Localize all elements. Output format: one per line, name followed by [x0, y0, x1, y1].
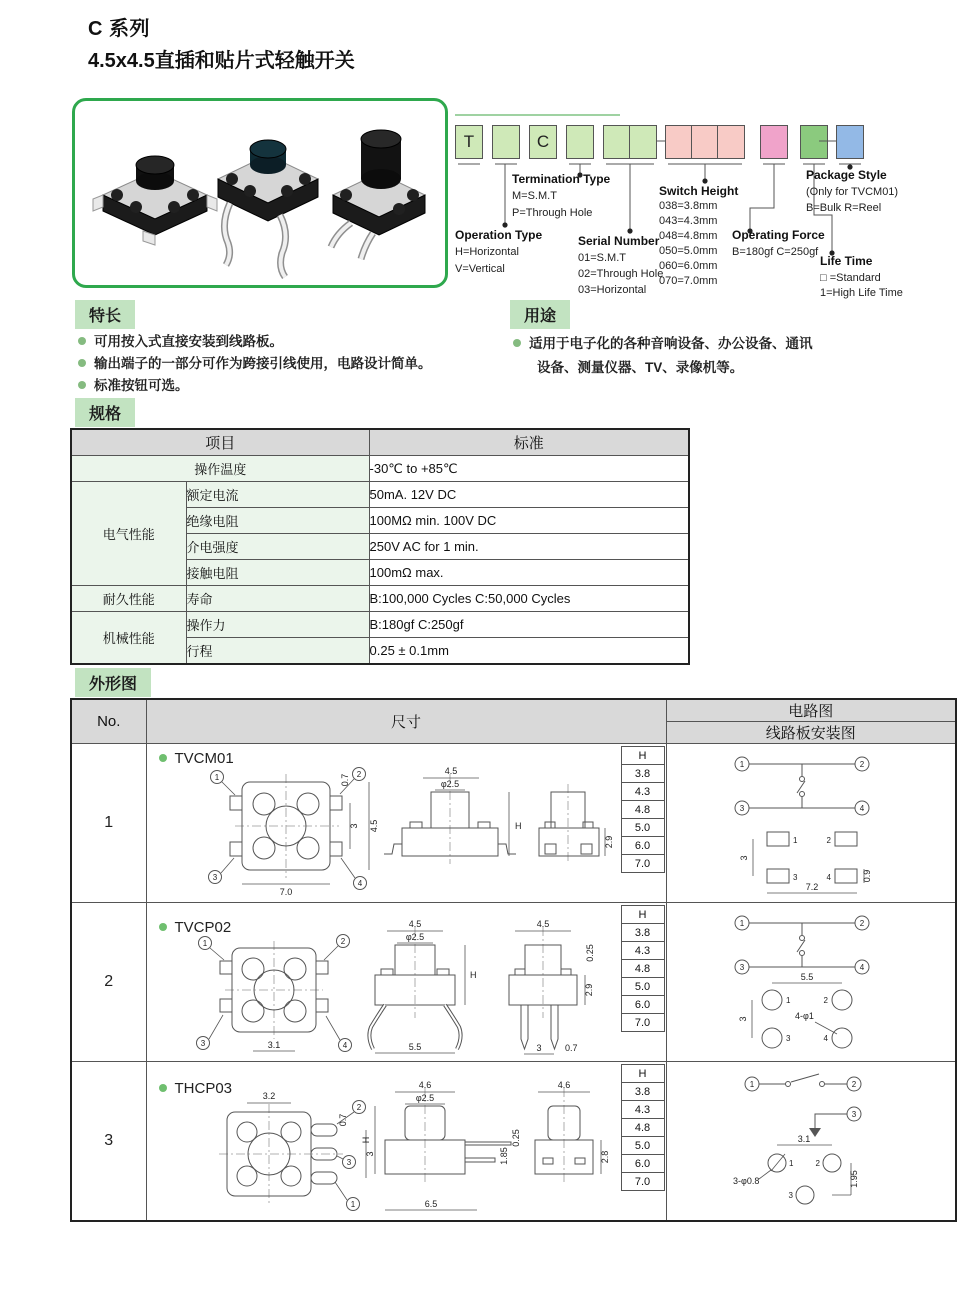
features-header: 特长: [75, 300, 135, 329]
svg-text:3: 3: [792, 873, 797, 882]
bullet-icon: [159, 1084, 167, 1092]
svg-text:φ2.5: φ2.5: [405, 932, 424, 942]
svg-text:3: 3: [738, 855, 749, 861]
outline-circuit-cell-2: [666, 903, 956, 1062]
outline-circuit-cell-1: [666, 744, 956, 903]
svg-text:2: 2: [859, 760, 864, 769]
svg-text:2: 2: [356, 1103, 361, 1112]
part-name: TVCM01: [159, 750, 234, 767]
svg-text:2.8: 2.8: [599, 1150, 610, 1164]
switch-height-line: 048=4.8mm: [659, 230, 718, 242]
svg-text:3: 3: [785, 1034, 790, 1043]
svg-text:1: 1: [202, 939, 207, 948]
spec-value: -30℃ to +85℃: [369, 456, 689, 482]
tvcm01-circuit: [667, 744, 955, 899]
switch-height-line: 050=5.0mm: [659, 245, 718, 257]
svg-text:1.85: 1.85: [498, 1147, 509, 1165]
serial-number-title: Serial Number: [578, 234, 660, 248]
outline-circuit-cell-3: [666, 1062, 956, 1222]
svg-text:0.25: 0.25: [584, 944, 595, 962]
svg-text:4: 4: [826, 873, 831, 882]
bullet-icon: [78, 381, 86, 389]
page-title: C 系列: [88, 18, 150, 40]
product-photo-frame: [72, 98, 448, 288]
specs-header: 规格: [75, 398, 135, 427]
spec-col-standard: 标准: [369, 429, 689, 456]
application-item: 适用于电子化的各种音响设备、办公设备、通讯: [513, 332, 813, 352]
outline-dim-cell-2: [146, 903, 666, 1062]
outline-col-dim: 尺寸: [146, 699, 666, 744]
svg-text:3: 3: [737, 1016, 748, 1022]
switch-height-line: 070=7.0mm: [659, 275, 718, 287]
outline-col-pcb: 线路板安装图: [666, 722, 956, 744]
spec-group: 耐久性能: [71, 586, 186, 612]
svg-text:3: 3: [348, 823, 359, 829]
svg-text:H: H: [469, 970, 476, 980]
tvcm01-drawing: [147, 744, 617, 899]
svg-text:4: 4: [357, 879, 362, 888]
svg-text:5.5: 5.5: [800, 972, 813, 982]
spec-item: 操作力: [186, 612, 369, 638]
outline-col-circuit: 电路图: [666, 699, 956, 722]
svg-text:2.9: 2.9: [603, 835, 614, 849]
page-subtitle: 4.5x4.5直插和贴片式轻触开关: [88, 50, 355, 72]
svg-text:1: 1: [749, 1080, 754, 1089]
code-box-3: C: [529, 125, 557, 159]
bullet-icon: [513, 339, 521, 347]
svg-text:2: 2: [815, 1159, 820, 1168]
svg-text:0.7: 0.7: [564, 1043, 578, 1053]
applications-header: 用途: [510, 300, 570, 329]
outline-header: 外形图: [75, 668, 151, 697]
spec-col-item: 项目: [71, 429, 369, 456]
svg-text:1: 1: [792, 836, 797, 845]
operation-type-title: Operation Type: [455, 228, 543, 242]
svg-text:3: 3: [200, 1039, 205, 1048]
application-item: 设备、测量仪器、TV、录像机等。: [537, 360, 744, 375]
feature-item: 标准按钮可选。: [78, 374, 189, 394]
svg-text:7.2: 7.2: [805, 882, 818, 892]
svg-text:1: 1: [788, 1159, 793, 1168]
life-time-line: □ =Standard: [820, 272, 881, 284]
spec-item: 介电强度: [186, 534, 369, 560]
bullet-icon: [78, 337, 86, 345]
spec-value: 100mΩ max.: [369, 560, 689, 586]
height-table: H 3.8 4.3 4.8 5.0 6.0 7.0: [621, 746, 665, 873]
thcp03-circuit: [667, 1062, 955, 1217]
spec-group: 机械性能: [71, 612, 186, 665]
svg-text:1: 1: [739, 919, 744, 928]
life-time-line: 1=High Life Time: [820, 287, 903, 299]
svg-text:4: 4: [823, 1034, 828, 1043]
bullet-icon: [159, 923, 167, 931]
spec-value: 50mA. 12V DC: [369, 482, 689, 508]
termination-type-line: P=Through Hole: [512, 207, 593, 219]
switch-height-line: 060=6.0mm: [659, 260, 718, 272]
svg-text:3: 3: [739, 804, 744, 813]
svg-text:4.6: 4.6: [557, 1080, 570, 1090]
svg-text:2: 2: [851, 1080, 856, 1089]
svg-text:3: 3: [364, 1151, 375, 1157]
spec-item: 接触电阻: [186, 560, 369, 586]
package-style-title: Package Style: [806, 168, 887, 182]
svg-text:4.5: 4.5: [444, 766, 457, 776]
svg-text:1: 1: [214, 773, 219, 782]
svg-text:0.7: 0.7: [339, 773, 350, 787]
spec-value: 100MΩ min. 100V DC: [369, 508, 689, 534]
svg-text:0.25: 0.25: [510, 1129, 521, 1147]
svg-text:2: 2: [340, 937, 345, 946]
spec-table: [70, 428, 690, 665]
svg-text:4: 4: [859, 804, 864, 813]
svg-text:3.1: 3.1: [267, 1040, 280, 1050]
spec-item: 寿命: [186, 586, 369, 612]
product-photo: [75, 101, 445, 285]
height-table: H 3.8 4.3 4.8 5.0 6.0 7.0: [621, 905, 665, 1032]
svg-text:4-φ1: 4-φ1: [794, 1011, 814, 1021]
svg-text:2.9: 2.9: [583, 983, 594, 997]
svg-text:3.2: 3.2: [262, 1091, 275, 1101]
serial-number-line: 01=S.M.T: [578, 252, 626, 264]
switch-height-line: 043=4.3mm: [659, 215, 718, 227]
svg-text:7.0: 7.0: [279, 887, 292, 897]
svg-text:φ2.5: φ2.5: [415, 1093, 434, 1103]
svg-text:4: 4: [859, 963, 864, 972]
svg-text:2: 2: [859, 919, 864, 928]
svg-text:4.5: 4.5: [368, 819, 379, 833]
svg-text:4.5: 4.5: [408, 919, 421, 929]
spec-item: 操作温度: [71, 456, 369, 482]
spec-item: 行程: [186, 638, 369, 665]
svg-text:5.5: 5.5: [408, 1042, 421, 1052]
switch-height-title: Switch Height: [659, 184, 739, 198]
feature-item: 可用按入式直接安装到线路板。: [78, 330, 283, 350]
svg-text:4.6: 4.6: [418, 1080, 431, 1090]
svg-text:0.7: 0.7: [337, 1113, 348, 1127]
height-table: H 3.8 4.3 4.8 5.0 6.0 7.0: [621, 1064, 665, 1191]
svg-text:3: 3: [739, 963, 744, 972]
termination-type-line: M=S.M.T: [512, 190, 557, 202]
outline-col-no: No.: [71, 699, 146, 744]
bullet-icon: [78, 359, 86, 367]
svg-text:3: 3: [788, 1191, 793, 1200]
tvcp02-circuit: [667, 903, 955, 1058]
part-name: TVCP02: [159, 919, 232, 936]
serial-number-line: 03=Horizontal: [578, 284, 647, 296]
svg-text:1.95: 1.95: [848, 1170, 859, 1188]
spec-value: 250V AC for 1 min.: [369, 534, 689, 560]
outline-row-no: 1: [71, 744, 146, 903]
spec-value: B:100,000 Cycles C:50,000 Cycles: [369, 586, 689, 612]
svg-text:2: 2: [823, 996, 828, 1005]
outline-row-no: 3: [71, 1062, 146, 1222]
spec-value: B:180gf C:250gf: [369, 612, 689, 638]
svg-text:3: 3: [346, 1158, 351, 1167]
package-style-line: (Only for TVCM01): [806, 186, 899, 198]
svg-text:3-φ0.8: 3-φ0.8: [732, 1176, 759, 1186]
svg-text:1: 1: [739, 760, 744, 769]
svg-text:2: 2: [356, 770, 361, 779]
switch-height-line: 038=3.8mm: [659, 200, 718, 212]
operating-force-line: B=180gf C=250gf: [732, 246, 819, 258]
outline-dim-cell-3: [146, 1062, 666, 1222]
feature-item: 输出端子的一部分可作为跨接引线使用，电路设计简单。: [78, 352, 432, 372]
svg-text:1: 1: [785, 996, 790, 1005]
life-time-title: Life Time: [820, 254, 873, 268]
spec-group: 电气性能: [71, 482, 186, 586]
part-name: THCP03: [159, 1080, 233, 1097]
outline-row-no: 2: [71, 903, 146, 1062]
svg-text:2: 2: [826, 836, 831, 845]
svg-text:3: 3: [212, 873, 217, 882]
svg-text:H: H: [514, 821, 521, 831]
spec-item: 绝缘电阻: [186, 508, 369, 534]
svg-text:H: H: [360, 1136, 371, 1144]
operation-type-line: H=Horizontal: [455, 246, 519, 258]
svg-text:6.5: 6.5: [424, 1199, 437, 1209]
operation-type-line: V=Vertical: [455, 263, 505, 275]
outline-dim-cell-1: [146, 744, 666, 903]
svg-text:3: 3: [851, 1110, 856, 1119]
termination-type-title: Termination Type: [512, 172, 611, 186]
svg-text:0.9: 0.9: [861, 869, 872, 883]
spec-item: 额定电流: [186, 482, 369, 508]
serial-number-line: 02=Through Hole: [578, 268, 664, 280]
svg-text:4.5: 4.5: [536, 919, 549, 929]
svg-text:φ2.5: φ2.5: [440, 779, 459, 789]
package-style-line: B=Bulk R=Reel: [806, 202, 882, 214]
bullet-icon: [159, 754, 167, 762]
operating-force-title: Operating Force: [732, 228, 825, 242]
spec-value: 0.25 ± 0.1mm: [369, 638, 689, 665]
svg-text:1: 1: [350, 1200, 355, 1209]
outline-table: [70, 698, 957, 1222]
svg-text:4: 4: [342, 1041, 347, 1050]
svg-text:3: 3: [535, 1043, 542, 1053]
code-box-1: T: [455, 125, 483, 159]
svg-text:3.1: 3.1: [797, 1134, 810, 1144]
